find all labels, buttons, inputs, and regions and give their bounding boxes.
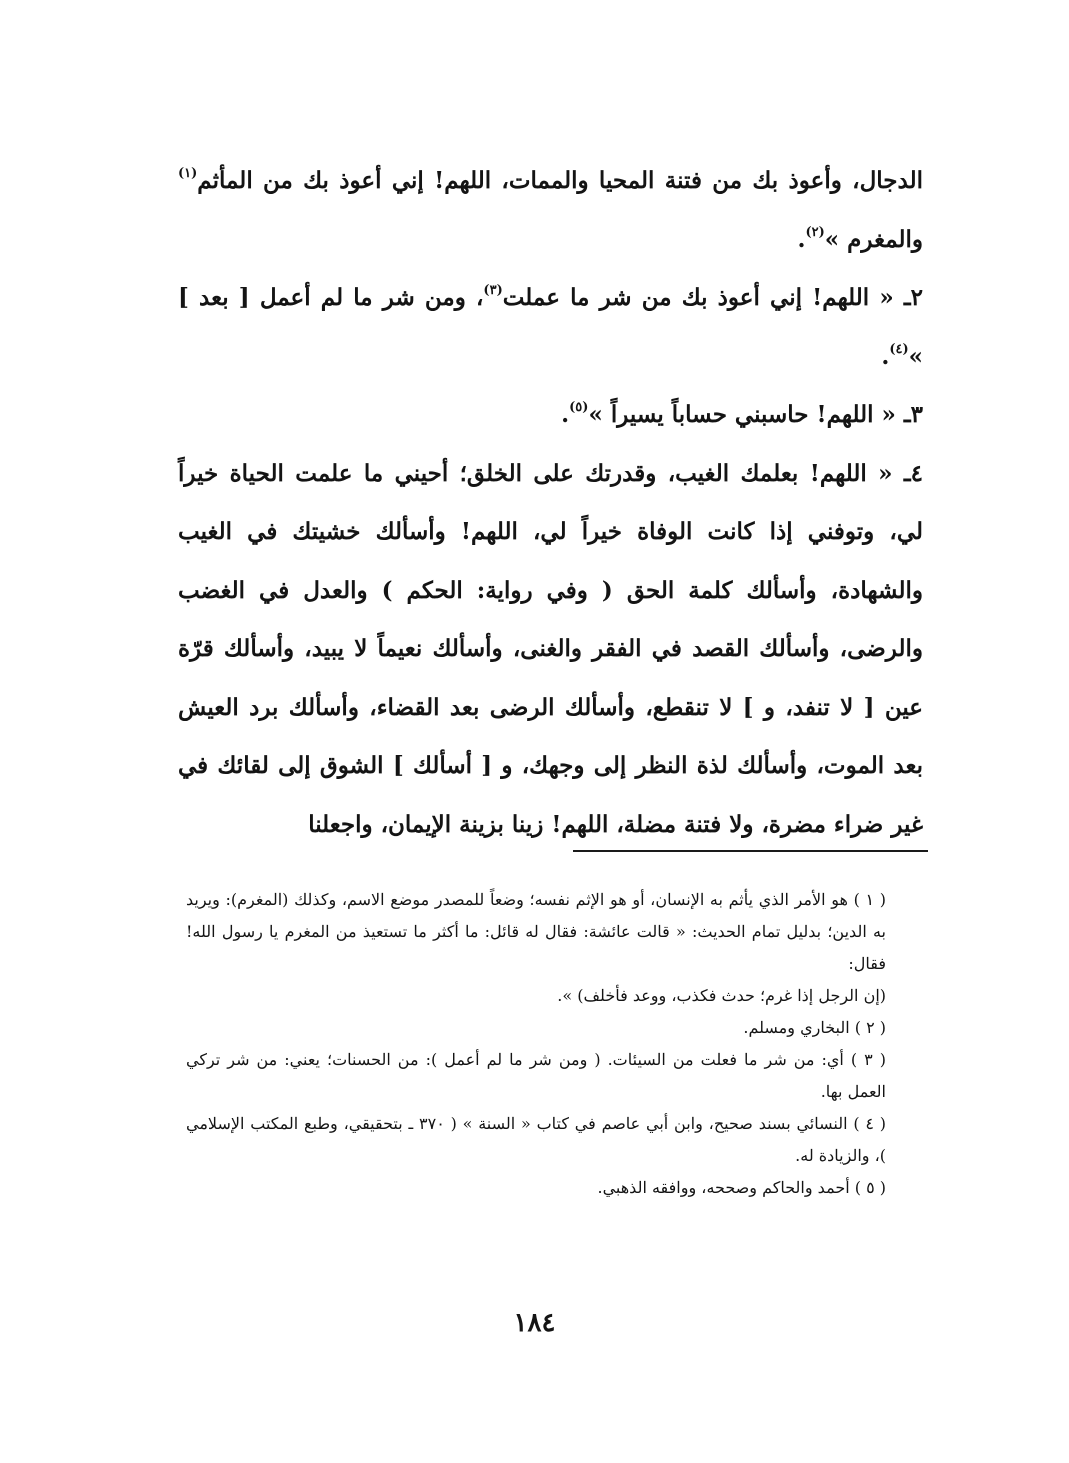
paragraph-3 <box>178 386 923 445</box>
footnote-2: ( ٢ ) البخاري ومسلم. <box>743 1018 886 1037</box>
paragraph-3-text: ٣ـ « اللهم! حاسبني حساباً يسيراً » <box>588 401 923 428</box>
footnote-4: ( ٤ ) النسائي بسند صحيح، وابن أبي عاصم في كتاب « السنة » ( ٣٧٠ ـ بتحقيقي، وطبع المكتب الإسلامي )، والزيادة له. <box>186 1114 887 1165</box>
paragraph-2 <box>178 269 923 386</box>
paragraph-1-end: . <box>797 225 806 253</box>
footnote-1-quote: (إن الرجل إذا غرم؛ حدث فكذب، ووعد فأخلف) ». <box>557 986 886 1005</box>
paragraph-4: ٤ـ « اللهم! بعلمك الغيب، وقدرتك على الخلق؛ أحيني ما علمت الحياة خيراً لي، وتوفني إذا كانت الوفاة خيراً لي، اللهم! وأسألك خشيتك في الغيب والشهادة، وأسألك كلمة الحق ( وفي رواية: الحكم ) والعدل في الغضب والرضى، وأسألك القصد في الفقر والغنى، وأسألك نعيماً لا يبيد، وأسألك قرّة عين [ لا تنفد، و ] لا تنقطع، وأسألك الرضى بعد القضاء، وأسألك برد العيش بعد الموت، وأسألك لذة النظر إلى وجهك، و [ أسألك ] الشوق إلى لقائك في غير ضراء مضرة، ولا فتنة مضلة، اللهم! زينا بزينة الإيمان، واجعلنا <box>178 459 923 838</box>
main-text <box>178 152 923 854</box>
paragraph-2-text-cont: ، ومن شر ما لم أعمل [ بعد ] » <box>178 284 923 370</box>
page-number: ١٨٤ <box>513 1308 556 1338</box>
footnote-5: ( ٥ ) أحمد والحاكم وصححه، ووافقه الذهبي. <box>597 1178 886 1197</box>
footnotes <box>186 884 926 1204</box>
paragraph-1-text-cont: والمغرم » <box>824 225 923 253</box>
footnote-ref-4: (٤) <box>889 341 909 357</box>
paragraph-2-end: . <box>881 342 890 370</box>
footnote-ref-5: (٥) <box>569 400 589 415</box>
footnote-1: ( ١ ) هو الأمر الذي يأثم به الإنسان، أو هو الإثم نفسه؛ وضعاً للمصدر موضع الاسم، وكذلك (المغرم): ويريد به الدين؛ بدليل تمام الحديث: « قالت عائشة: فقال له قائل: ما أكثر ما تستعيذ من المغرم يا رسول الله! فقال: <box>186 890 886 973</box>
footnote-divider <box>573 850 928 852</box>
paragraph-3-end: . <box>561 401 570 428</box>
paragraph-1 <box>178 152 923 269</box>
footnote-ref-2: (٢) <box>805 224 825 240</box>
footnote-ref-3: (٣) <box>483 283 503 298</box>
paragraph-1-text: الدجال، وأعوذ بك من فتنة المحيا والممات، اللهم! إني أعوذ بك من المأثم <box>197 167 923 194</box>
paragraph-2-text: ٢ـ « اللهم! إني أعوذ بك من شر ما عملت <box>502 284 923 311</box>
footnote-3: ( ٣ ) أي: من شر ما فعلت من السيئات. ( ومن شر ما لم أعمل ): من الحسنات؛ يعني: من شر تركي العمل بها. <box>186 1050 886 1101</box>
footnote-ref-1: (١) <box>178 166 198 181</box>
